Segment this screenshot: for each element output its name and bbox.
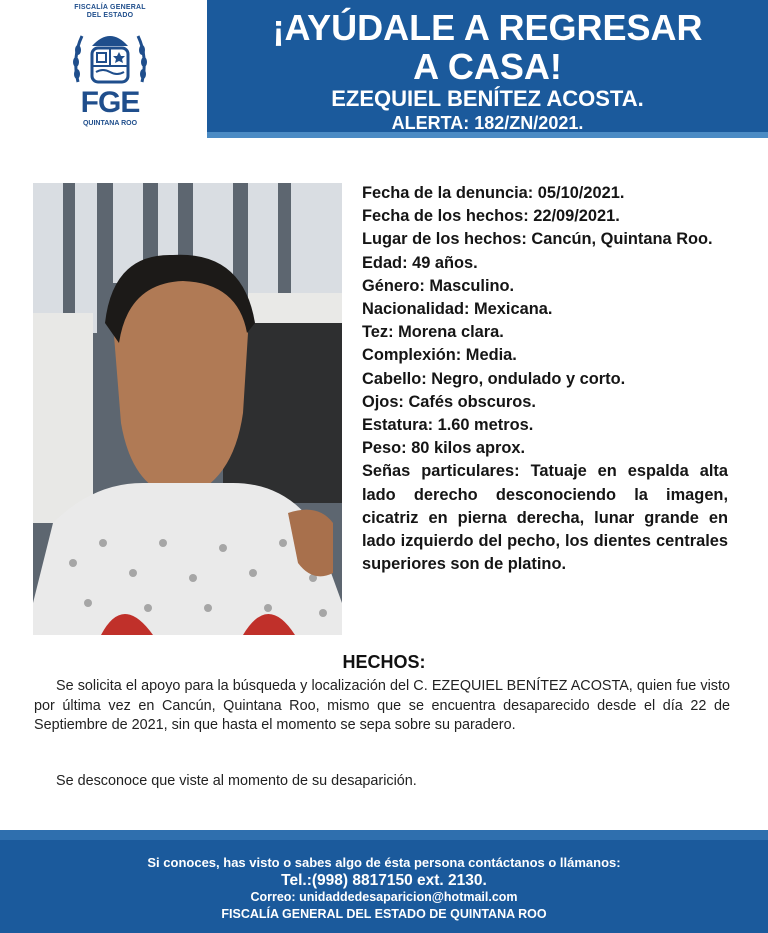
age: Edad: 49 años. [362, 253, 478, 272]
facts-paragraph-2: Se desconoce que viste al momento de su desaparición. [56, 773, 417, 789]
complaint-date: Fecha de la denuncia: 05/10/2021. [362, 184, 625, 202]
hair: Cabello: Negro, ondulado y corto. [362, 369, 626, 388]
missing-person-name: EZEQUIEL BENÍTEZ ACOSTA. [331, 86, 644, 111]
missing-person-photo [33, 183, 342, 635]
facts-heading: HECHOS: [342, 652, 426, 672]
alert-number: ALERTA: 182/ZN/2021. [391, 113, 584, 133]
fge-logo [40, 4, 180, 142]
contact-prompt: Si conoces, has visto o sabes algo de ésta persona contáctanos o llámanos: [147, 855, 621, 870]
distinguishing-marks: Señas particulares: Tatuaje en espalda alta lado derecho desconociendo la imagen, cicatriz en pierna derecha, lunar grande en lado izquierdo del pecho, los dientes centrales superiores son de platino. [362, 462, 728, 574]
state-seal-icon [68, 22, 152, 92]
logo-state: QUINTANA ROO [82, 120, 138, 127]
gender: Género: Masculino. [362, 276, 515, 295]
agency-name: FISCALÍA GENERAL DEL ESTADO DE QUINTANA ROO [221, 907, 547, 921]
weight: Peso: 80 kilos aprox. [362, 439, 526, 458]
person-details [362, 182, 728, 576]
contact-footer [0, 830, 768, 933]
banner-title-line2: A CASA! [413, 46, 562, 87]
contact-email: Correo: unidaddedesaparicion@hotmail.com [250, 890, 518, 904]
logo-org-text: FISCALÍA GENERAL DEL ESTADO [74, 4, 146, 19]
eyes: Ojos: Cafés obscuros. [362, 392, 536, 411]
incident-place: Lugar de los hechos: Cancún, Quintana Roo. [362, 230, 713, 249]
height: Estatura: 1.60 metros. [362, 416, 534, 435]
build: Complexión: Media. [362, 346, 517, 365]
header-banner [207, 0, 768, 138]
nationality: Nacionalidad: Mexicana. [362, 300, 553, 319]
facts-paragraph-1: Se solicita el apoyo para la búsqueda y localización del C. EZEQUIEL BENÍTEZ ACOSTA, quien fue visto por última vez en Cancún, Quintana Roo, mismo que se encuentra desaparecido desde el día 22 de Septiembre de 2021, sin que hasta el momento se sepa sobre su paradero. [34, 678, 730, 734]
complexion-skin: Tez: Morena clara. [362, 323, 504, 342]
banner-title-line1: ¡AYÚDALE A REGRESAR [272, 7, 703, 48]
contact-phone: Tel.:(998) 8817150 ext. 2130. [281, 872, 487, 889]
incident-date: Fecha de los hechos: 22/09/2021. [362, 207, 620, 226]
logo-abbr: FGE [80, 86, 140, 119]
person-photo-illustration [33, 183, 342, 635]
